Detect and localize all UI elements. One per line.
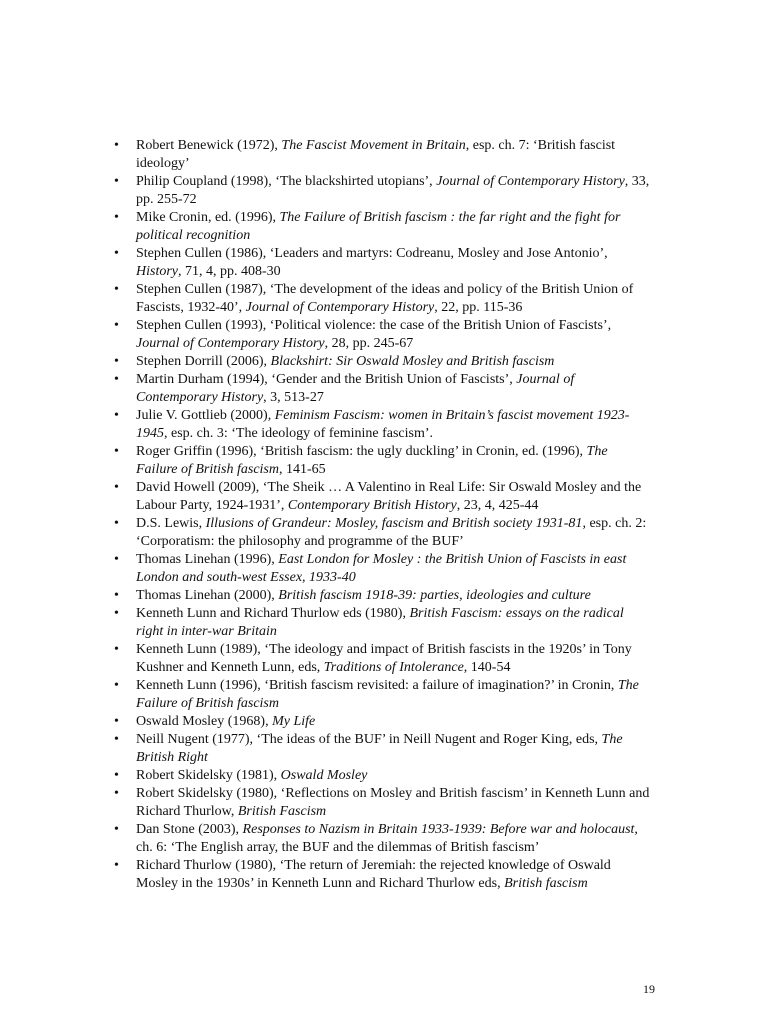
bullet-icon: •	[114, 552, 119, 567]
entry-text	[136, 714, 315, 729]
entry-text-segment: , esp. ch. 3: ‘The ideology of feminine fascism’.	[164, 426, 434, 441]
bullet-icon: •	[114, 354, 119, 369]
bullet-icon: •	[114, 822, 119, 837]
entry-text	[136, 786, 649, 819]
bibliography-entry	[112, 137, 652, 173]
entry-title-italic: East London for Mosley : the British Union of Fascists in east London and south-west Essex, 1933-40	[136, 552, 627, 585]
entry-text-segment: Stephen Cullen (1993), ‘Political violence: the case of the British Union of Fascists’,	[136, 318, 612, 333]
bibliography-entry	[112, 407, 652, 443]
bibliography-entry	[112, 767, 652, 785]
entry-text-segment: , esp. ch. 2: ‘Corporatism: the philosophy and programme of the BUF’	[136, 516, 647, 549]
entry-text-segment: , 3, 513-27	[263, 390, 324, 405]
entry-text	[136, 516, 646, 549]
entry-title-italic: Journal of Contemporary History	[136, 336, 325, 351]
entry-text	[136, 408, 629, 441]
entry-text	[136, 318, 611, 351]
bibliography-entry	[112, 443, 652, 479]
entry-text-segment: Neill Nugent (1977), ‘The ideas of the BUF’ in Neill Nugent and Roger King, eds,	[136, 732, 602, 747]
entry-text-segment: Kenneth Lunn (1989), ‘The ideology and impact of British fascists in the 1920s’ in Tony Kushner and Kenneth Lunn, eds,	[136, 642, 632, 675]
entry-text-segment: Robert Skidelsky (1981),	[136, 768, 281, 783]
bibliography-entry	[112, 317, 652, 353]
bibliography-entry	[112, 353, 652, 371]
bibliography-entry	[112, 785, 652, 821]
bullet-icon: •	[114, 372, 119, 387]
entry-text	[136, 552, 626, 585]
entry-text	[136, 588, 591, 603]
entry-text	[136, 354, 554, 369]
entry-title-italic: Oswald Mosley	[280, 768, 368, 783]
entry-text-segment: Philip Coupland (1998), ‘The blackshirted utopians’,	[136, 174, 437, 189]
bullet-icon: •	[114, 714, 119, 729]
bullet-icon: •	[114, 444, 119, 459]
entry-title-italic: British Fascism	[237, 804, 327, 819]
entry-text-segment: Dan Stone (2003),	[136, 822, 243, 837]
entry-text-segment: Stephen Dorrill (2006),	[136, 354, 271, 369]
entry-text-segment: Oswald Mosley (1968),	[136, 714, 273, 729]
entry-text	[136, 138, 615, 171]
entry-text-segment: , 140-54	[463, 660, 511, 675]
entry-title-italic: The Failure of British fascism : the far right and the fight for political recognition	[136, 210, 621, 243]
entry-text-segment: , 28, pp. 245-67	[324, 336, 414, 351]
entry-text-segment: Kenneth Lunn (1996), ‘British fascism revisited: a failure of imagination?’ in Cronin,	[136, 678, 618, 693]
entry-title-italic: My Life	[272, 714, 316, 729]
entry-text-segment: Thomas Linehan (2000),	[136, 588, 279, 603]
entry-title-italic: British fascism 1918-39: parties, ideologies and culture	[278, 588, 591, 603]
entry-title-italic: Responses to Nazism in Britain 1933-1939: Before war and holocaust	[242, 822, 635, 837]
entry-text-segment: Julie V. Gottlieb (2000),	[136, 408, 275, 423]
entry-text	[136, 858, 611, 891]
entry-text	[136, 822, 638, 855]
bullet-icon: •	[114, 246, 119, 261]
bullet-icon: •	[114, 516, 119, 531]
bibliography-entry	[112, 605, 652, 641]
entry-text-segment: Richard Thurlow (1980), ‘The return of Jeremiah: the rejected knowledge of Oswald Mosley in the 1930s’ in Kenneth Lunn and Richard Thurlow eds,	[136, 858, 611, 891]
entry-title-italic: Contemporary British History	[287, 498, 457, 513]
entry-title-italic: Illusions of Grandeur: Mosley, fascism and British society 1931-81	[205, 516, 583, 531]
bibliography-entry	[112, 641, 652, 677]
entry-text-segment: , 71, 4, pp. 408-30	[178, 264, 281, 279]
entry-text-segment: Robert Skidelsky (1980), ‘Reflections on Mosley and British fascism’ in Kenneth Lunn and Richard Thurlow,	[136, 786, 650, 819]
entry-text	[136, 606, 624, 639]
entry-text	[136, 732, 623, 765]
entry-title-italic: Feminism Fascism: women in Britain’s fascist movement 1923-1945	[136, 408, 630, 441]
entry-title-italic: Traditions of Intolerance	[323, 660, 464, 675]
entry-text-segment: , esp. ch. 7: ‘British fascist ideology’	[136, 138, 616, 171]
bullet-icon: •	[114, 210, 119, 225]
entry-text-segment: Roger Griffin (1996), ‘British fascism: the ugly duckling’ in Cronin, ed. (1996),	[136, 444, 587, 459]
bibliography-entry	[112, 209, 652, 245]
bullet-icon: •	[114, 282, 119, 297]
entry-title-italic: The Fascist Movement in Britain	[281, 138, 466, 153]
bullet-icon: •	[114, 768, 119, 783]
bibliography-entry	[112, 245, 652, 281]
entry-text-segment: , ch. 6: ‘The English array, the BUF and the dilemmas of British fascism’	[136, 822, 638, 855]
entry-text-segment: , 33, pp. 255-72	[136, 174, 650, 207]
bullet-icon: •	[114, 678, 119, 693]
bibliography-entry	[112, 551, 652, 587]
entry-text	[136, 210, 620, 243]
entry-text	[136, 678, 639, 711]
entry-text-segment: Robert Benewick (1972),	[136, 138, 282, 153]
bibliography-entry	[112, 677, 652, 713]
entry-text-segment: Stephen Cullen (1986), ‘Leaders and martyrs: Codreanu, Mosley and Jose Antonio’,	[136, 246, 608, 261]
bullet-icon: •	[114, 408, 119, 423]
entry-title-italic: British fascism	[504, 876, 588, 891]
entry-text	[136, 372, 574, 405]
entry-text-segment: , 141-65	[278, 462, 326, 477]
entry-title-italic: Journal of Contemporary History	[436, 174, 625, 189]
entry-title-italic: The British Right	[136, 732, 623, 765]
bibliography-entry	[112, 821, 652, 857]
bullet-icon: •	[114, 138, 119, 153]
bibliography-entry	[112, 587, 652, 605]
bibliography-list	[112, 137, 652, 893]
bullet-icon: •	[114, 480, 119, 495]
entry-title-italic: The Failure of British fascism	[136, 444, 608, 477]
entry-title-italic: Blackshirt: Sir Oswald Mosley and British fascism	[270, 354, 555, 369]
bibliography-entry	[112, 479, 652, 515]
entry-text-segment: , 23, 4, 425-44	[456, 498, 539, 513]
bullet-icon: •	[114, 606, 119, 621]
bullet-icon: •	[114, 318, 119, 333]
bullet-icon: •	[114, 588, 119, 603]
entry-title-italic: History	[136, 264, 178, 279]
entry-text-segment: Martin Durham (1994), ‘Gender and the British Union of Fascists’,	[136, 372, 517, 387]
entry-text-segment: Mike Cronin, ed. (1996),	[136, 210, 280, 225]
page-number: 19	[643, 982, 655, 996]
entry-text	[136, 282, 633, 315]
entry-title-italic: The Failure of British fascism	[136, 678, 639, 711]
entry-text	[136, 174, 649, 207]
entry-text	[136, 246, 608, 279]
bullet-icon: •	[114, 732, 119, 747]
bibliography-entry	[112, 173, 652, 209]
entry-text-segment: Kenneth Lunn and Richard Thurlow eds (1980),	[136, 606, 410, 621]
entry-text	[136, 768, 367, 783]
bibliography-entry	[112, 281, 652, 317]
entry-text-segment: D.S. Lewis,	[136, 516, 206, 531]
entry-text-segment: Thomas Linehan (1996),	[136, 552, 279, 567]
entry-title-italic: British Fascism: essays on the radical right in inter-war Britain	[136, 606, 624, 639]
bullet-icon: •	[114, 642, 119, 657]
bullet-icon: •	[114, 174, 119, 189]
entry-text-segment: David Howell (2009), ‘The Sheik … A Valentino in Real Life: Sir Oswald Mosley and the Labour Party, 1924-1931’,	[136, 480, 642, 513]
entry-text	[136, 444, 608, 477]
bibliography-entry	[112, 371, 652, 407]
bibliography-entry	[112, 713, 652, 731]
entry-title-italic: Journal of Contemporary History	[136, 372, 575, 405]
bibliography-entry	[112, 731, 652, 767]
bullet-icon: •	[114, 786, 119, 801]
bibliography-entry	[112, 515, 652, 551]
entry-text-segment: , 22, pp. 115-36	[434, 300, 523, 315]
bullet-icon: •	[114, 858, 119, 873]
entry-title-italic: Journal of Contemporary History	[245, 300, 435, 315]
entry-text	[136, 480, 641, 513]
entry-text-segment: Stephen Cullen (1987), ‘The development of the ideas and policy of the British Union of Fascists, 1932-40’,	[136, 282, 634, 315]
entry-text	[136, 642, 632, 675]
bibliography-entry	[112, 857, 652, 893]
